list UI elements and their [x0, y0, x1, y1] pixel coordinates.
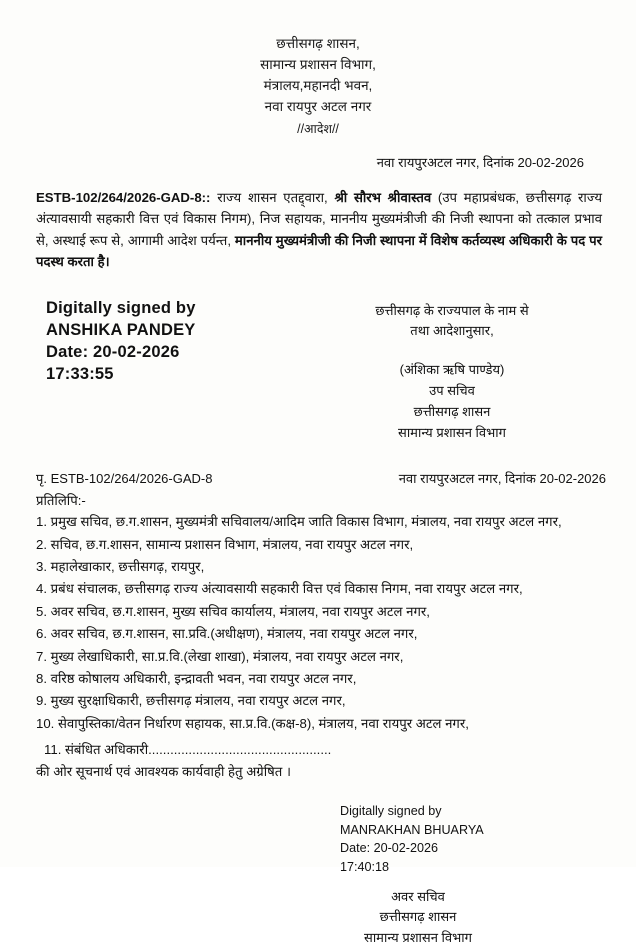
list-item: 2. सचिव, छ.ग.शासन, सामान्य प्रशासन विभाग, मंत्रालय, नवा रायपुर अटल नगर,	[36, 536, 414, 552]
authority-designation-3: सामान्य प्रशासन विभाग	[398, 424, 506, 440]
list-item: 6. अवर सचिव, छ.ग.शासन, सा.प्रवि.(अधीक्षण), मंत्रालय, नवा रायपुर अटल नगर,	[36, 626, 418, 642]
authority-line-1: छत्तीसगढ़ के राज्यपाल के नाम से	[375, 302, 529, 318]
authority-spacer	[298, 342, 606, 360]
bottom-designation-2: छत्तीसगढ़ शासन	[379, 909, 457, 925]
dsign-bottom-signer-name: MANRAKHAN BHUARYA	[340, 822, 484, 837]
bottom-designation-block	[0, 887, 636, 949]
digital-signature-block-bottom	[0, 802, 636, 877]
list-item: 4. प्रबंध संचालक, छत्तीसगढ़ राज्य अंत्यावसायी सहकारी वित्त एवं विकास निगम, नवा रायपुर अटल नगर,	[36, 581, 523, 597]
list-item: 8. वरिष्ठ कोषालय अधिकारी, इन्द्रावती भवन, नवा रायपुर अटल नगर,	[36, 670, 357, 686]
bottom-designation-3: सामान्य प्रशासन विभाग	[364, 930, 472, 946]
list-item: 9. मुख्य सुरक्षाधिकारी, छत्तीसगढ़ मंत्रालय, नवा रायपुर अटल नगर,	[36, 693, 346, 709]
forwarding-note: की ओर सूचनार्थ एवं आवश्यक कार्यवाही हेतु अग्रेषित ।	[36, 764, 291, 780]
authority-designation-2: छत्तीसगढ़ शासन	[413, 403, 491, 419]
header-line-1: छत्तीसगढ़ शासन,	[276, 36, 360, 51]
list-item: 5. अवर सचिव, छ.ग.शासन, मुख्य सचिव कार्यालय, मंत्रालय, नवा रायपुर अटल नगर,	[36, 603, 430, 619]
dsign-top-line-4: 17:33:55	[46, 365, 114, 384]
header-line-3: मंत्रालय,महानदी भवन,	[263, 77, 373, 93]
authority-designation-1: उप सचिव	[429, 382, 475, 398]
dsign-top-line-1: Digitally signed by	[46, 298, 196, 317]
dsign-top-line-3: Date: 20-02-2026	[46, 343, 180, 362]
order-text-part-1: राज्य शासन एतद्द्वारा,	[217, 190, 328, 206]
digital-signature-block-top	[46, 297, 298, 386]
dsign-top-line-2: ANSHIKA PANDEY	[46, 320, 196, 339]
bottom-designation-1: अवर सचिव	[391, 888, 445, 904]
order-posting-text: माननीय मुख्यमंत्रीजी की निजी स्थापना में विशेष कर्तव्यस्थ अधिकारी के पद पर पदस्थ करता है।	[36, 232, 603, 270]
endorsement-label: प्रतिलिपि:-	[36, 493, 86, 509]
endorsement-header	[36, 469, 606, 487]
endorsement-list	[36, 511, 606, 734]
header-line-2: सामान्य प्रशासन विभाग,	[260, 56, 376, 72]
header-line-4: नवा रायपुर अटल नगर	[264, 98, 372, 114]
order-paragraph	[36, 187, 602, 273]
list-item: 7. मुख्य लेखाधिकारी, सा.प्र.वि.(लेखा शाखा), मंत्रालय, नवा रायपुर अटल नगर,	[36, 648, 404, 664]
order-officer-name: श्री सौरभ श्रीवास्तव	[334, 190, 432, 206]
dsign-bottom-time: 17:40:18	[340, 859, 390, 874]
authority-signatory-name: (अंशिका ऋषि पाण्डेय)	[399, 362, 505, 378]
signature-row	[0, 297, 636, 444]
list-item: 3. महालेखाकार, छत्तीसगढ़, रायपुर,	[36, 559, 205, 575]
dsign-bottom-date: Date: 20-02-2026	[340, 841, 439, 856]
order-reference-number: ESTB-102/264/2026-GAD-8::	[36, 190, 211, 206]
place-date-line: नवा रायपुरअटल नगर, दिनांक 20-02-2026	[376, 155, 584, 171]
list-item: 10. सेवापुस्तिका/वेतन निर्धारण सहायक, सा.प्र.वि.(कक्ष-8), मंत्रालय, नवा रायपुर अटल नगर,	[36, 715, 469, 731]
list-item: 1. प्रमुख सचिव, छ.ग.शासन, मुख्यमंत्री सचिवालय/आदिम जाति विकास विभाग, मंत्रालय, नवा रायपुर अटल नगर,	[36, 514, 562, 530]
list-item-11: 11. संबंधित अधिकारी..................................................	[44, 742, 332, 758]
authority-block	[298, 297, 606, 444]
authority-line-2: तथा आदेशानुसार,	[410, 323, 494, 339]
endorsement-reference: पृ. ESTB-102/264/2026-GAD-8	[36, 471, 213, 487]
header-order-marker: //आदेश//	[297, 121, 339, 136]
endorsement-dateline: नवा रायपुरअटल नगर, दिनांक 20-02-2026	[398, 471, 606, 487]
order-text-part-2: (उप महाप्रबंधक, छत्तीसगढ़ राज्य अंत्यावसायी सहकारी वित्त एवं विकास निगम), निज सहायक, माननीय मुख्यमंत्रीजी की निजी स्थापना को तत्काल प्रभाव से, अस्थाई रूप से, आगामी आदेश पर्यन्त,	[36, 190, 603, 248]
document-header	[0, 0, 636, 139]
dsign-bottom-line-1: Digitally signed by	[340, 804, 442, 819]
